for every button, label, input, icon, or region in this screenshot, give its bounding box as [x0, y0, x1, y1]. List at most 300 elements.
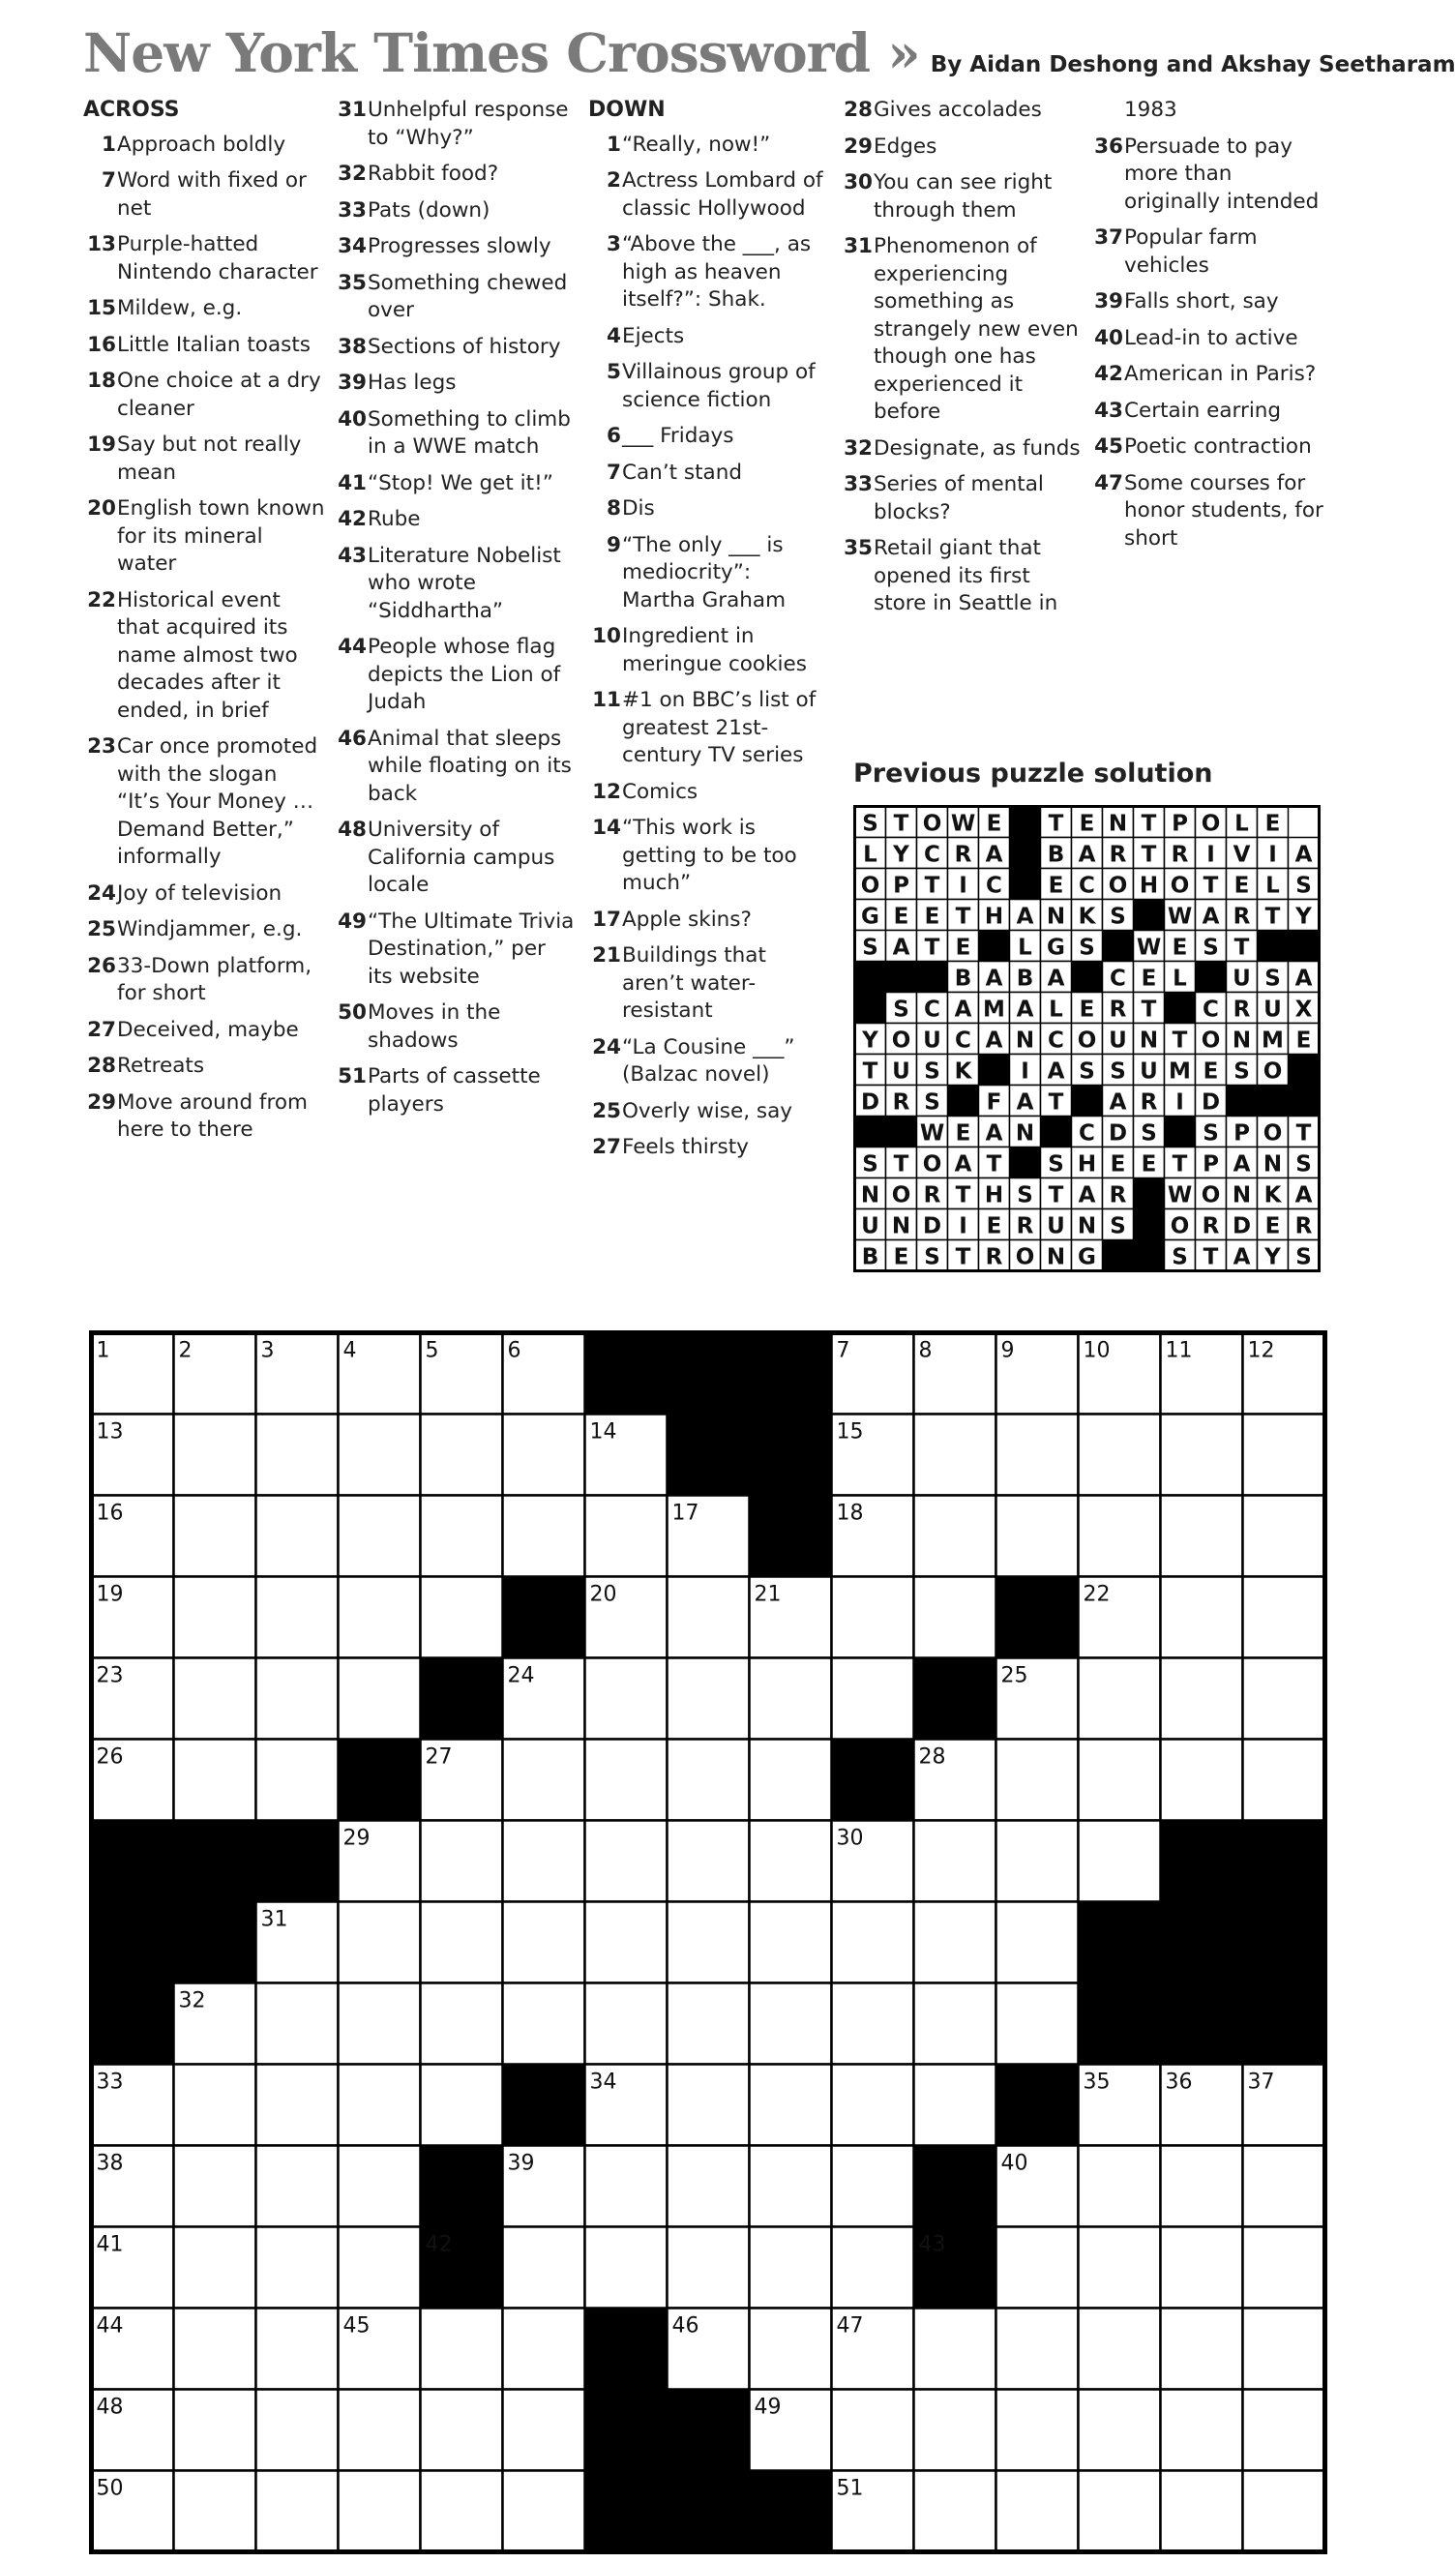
- grid-cell[interactable]: [421, 1983, 503, 2065]
- grid-cell[interactable]: [1079, 1496, 1161, 1577]
- solution-letter: E: [1203, 1058, 1219, 1085]
- solution-block: [1103, 931, 1134, 962]
- grid-cell[interactable]: [1161, 2227, 1243, 2309]
- cell-number: 44: [96, 2313, 124, 2339]
- clue-number: 2: [607, 168, 621, 193]
- clue-text: You can see right through them: [874, 170, 1053, 223]
- grid-cell[interactable]: [339, 1415, 421, 1496]
- cell-number: 3: [260, 1338, 275, 1363]
- grid-cell[interactable]: [1161, 1496, 1243, 1577]
- solution-letter: E: [1141, 1151, 1157, 1177]
- grid-cell[interactable]: [1161, 1740, 1243, 1821]
- grid-cell[interactable]: [503, 1902, 585, 1983]
- grid-cell[interactable]: [1161, 2471, 1243, 2552]
- solution-letter: E: [1110, 1151, 1126, 1177]
- clue-text: Parts of cassette players: [368, 1064, 541, 1117]
- clue-text: Unhelpful response to “Why?”: [368, 98, 569, 150]
- grid-cell[interactable]: [585, 1902, 668, 1983]
- grid-cell[interactable]: [421, 2471, 503, 2552]
- grid-cell[interactable]: [914, 1821, 996, 1902]
- clue-item: [83, 231, 325, 286]
- grid-cell[interactable]: [1079, 1415, 1161, 1496]
- grid-cell[interactable]: [256, 2390, 339, 2471]
- grid-cell[interactable]: [174, 2471, 256, 2552]
- clue-number: 33: [844, 472, 873, 496]
- solution-letter: E: [955, 1120, 971, 1147]
- solution-letter: S: [1203, 935, 1219, 961]
- solution-letter: O: [1015, 1244, 1035, 1270]
- grid-cell[interactable]: [421, 1577, 503, 1658]
- grid-cell[interactable]: [585, 1821, 668, 1902]
- clue-text: Literature Nobelist who wrote “Siddhartha”: [368, 543, 561, 623]
- clue-item: [334, 197, 576, 225]
- grid-cell[interactable]: [914, 2065, 996, 2146]
- clue-text: Historical event that acquired its name almost two decades after it ended, in brief: [117, 587, 298, 723]
- clue-text: Popular farm vehicles: [1124, 225, 1258, 278]
- solution-block: [1134, 1240, 1165, 1271]
- solution-letter: E: [986, 1213, 1002, 1239]
- solution-letter: T: [955, 904, 971, 930]
- grid-cell[interactable]: [503, 1740, 585, 1821]
- clue-text: Say but not really mean: [117, 432, 302, 485]
- grid-cell[interactable]: [339, 1902, 421, 1983]
- clue-number: 27: [592, 1135, 621, 1159]
- solution-letter: E: [1172, 935, 1188, 961]
- solution-block: [886, 1117, 917, 1147]
- clue-number: 30: [844, 170, 873, 194]
- grid-cell[interactable]: [339, 2390, 421, 2471]
- solution-letter: H: [1077, 1151, 1097, 1177]
- solution-letter: O: [891, 1028, 911, 1054]
- solution-letter: P: [1203, 1151, 1219, 1177]
- grid-cell[interactable]: [174, 1658, 256, 1740]
- grid-cell[interactable]: [1079, 2471, 1161, 2552]
- clue-number: 39: [338, 371, 367, 395]
- solution-letter: W: [1167, 904, 1193, 930]
- grid-cell[interactable]: [832, 1658, 914, 1740]
- solution-letter: E: [924, 904, 940, 930]
- clue-number: 17: [592, 907, 621, 932]
- grid-cell[interactable]: [256, 2309, 339, 2390]
- clue-item: [588, 132, 830, 160]
- grid-cell[interactable]: [421, 1821, 503, 1902]
- clue-text: “Above the ___, as high as heaven itself?”: Shak.: [622, 232, 812, 312]
- grid-cell[interactable]: [421, 2065, 503, 2146]
- grid-cell[interactable]: [914, 1902, 996, 1983]
- solution-letter: S: [1079, 935, 1095, 961]
- solution-letter: B: [1047, 842, 1065, 868]
- clue-text: Little Italian toasts: [117, 332, 311, 357]
- solution-letter: U: [923, 1028, 941, 1054]
- grid-cell[interactable]: [503, 1983, 585, 2065]
- grid-cell[interactable]: [339, 1577, 421, 1658]
- grid-cell[interactable]: [1161, 1658, 1243, 1740]
- grid-cell[interactable]: [421, 1902, 503, 1983]
- grid-cell[interactable]: [256, 1496, 339, 1577]
- clue-number: 36: [1094, 134, 1123, 159]
- solution-block: [1041, 1117, 1072, 1147]
- clue-item: [840, 435, 1082, 463]
- crossword-grid[interactable]: [89, 1330, 1328, 2555]
- grid-cell[interactable]: [996, 1496, 1079, 1577]
- grid-cell[interactable]: [750, 2227, 832, 2309]
- cell-number: 15: [836, 1419, 864, 1445]
- grid-cell[interactable]: [503, 2471, 585, 2552]
- grid-cell[interactable]: [1079, 1821, 1161, 1902]
- grid-cell[interactable]: [914, 1983, 996, 2065]
- cell-number: 49: [754, 2395, 782, 2420]
- solution-block: [1289, 1086, 1320, 1117]
- clue-number: 27: [87, 1017, 116, 1042]
- grid-cell[interactable]: [421, 2390, 503, 2471]
- grid-cell[interactable]: [1161, 2146, 1243, 2227]
- solution-letter: S: [1110, 904, 1126, 930]
- grid-cell[interactable]: [339, 2227, 421, 2309]
- solution-letter: E: [893, 1244, 909, 1270]
- clue-number: 14: [592, 816, 621, 840]
- clue-number: 7: [607, 460, 621, 485]
- clue-item: [588, 532, 830, 615]
- cell-number: 34: [589, 2070, 617, 2095]
- solution-block: [1134, 1178, 1165, 1209]
- grid-cell[interactable]: [256, 1577, 339, 1658]
- grid-cell[interactable]: [1243, 1496, 1325, 1577]
- grid-cell[interactable]: [256, 1415, 339, 1496]
- grid-cell[interactable]: [503, 1821, 585, 1902]
- clue-number: 31: [338, 98, 367, 122]
- black-square: [668, 1415, 750, 1496]
- grid-cell[interactable]: [750, 1658, 832, 1740]
- clue-number: 41: [338, 470, 367, 495]
- grid-cell[interactable]: [1243, 2146, 1325, 2227]
- grid-cell[interactable]: [914, 1415, 996, 1496]
- grid-cell[interactable]: [668, 1902, 750, 1983]
- grid-cell[interactable]: [503, 1415, 585, 1496]
- grid-cell[interactable]: [585, 1740, 668, 1821]
- solution-letter: O: [891, 1182, 911, 1208]
- solution-letter: C: [1048, 1028, 1064, 1054]
- grid-cell[interactable]: [421, 1415, 503, 1496]
- solution-letter: W: [919, 1120, 945, 1147]
- clue-item: [588, 231, 830, 314]
- grid-cell[interactable]: [339, 2065, 421, 2146]
- grid-cell[interactable]: [339, 1658, 421, 1740]
- grid-cell[interactable]: [996, 1821, 1079, 1902]
- clue-number: 12: [592, 779, 621, 804]
- grid-cell[interactable]: [1243, 2309, 1325, 2390]
- grid-cell[interactable]: [256, 2471, 339, 2552]
- grid-cell[interactable]: [1243, 1658, 1325, 1740]
- solution-letter: W: [1167, 1182, 1193, 1208]
- grid-cell[interactable]: [585, 2146, 668, 2227]
- grid-cell[interactable]: [832, 1983, 914, 2065]
- clue-text: 33-Down platform, for short: [117, 953, 312, 1005]
- cell-number: 51: [836, 2476, 864, 2501]
- black-square: [750, 1415, 832, 1496]
- grid-cell[interactable]: [1079, 2309, 1161, 2390]
- grid-cell[interactable]: [668, 1658, 750, 1740]
- grid-cell[interactable]: [1161, 1415, 1243, 1496]
- clue-text: Mildew, e.g.: [117, 296, 243, 320]
- solution-letter: T: [1141, 997, 1157, 1023]
- grid-cell[interactable]: [668, 1740, 750, 1821]
- solution-block: [1103, 1240, 1134, 1271]
- down-clue-list-continued: [840, 97, 1082, 618]
- solution-block: [1165, 993, 1196, 1024]
- solution-letter: P: [893, 873, 909, 899]
- grid-cell[interactable]: [503, 2309, 585, 2390]
- grid-cell[interactable]: [1243, 1577, 1325, 1658]
- grid-cell[interactable]: [174, 2146, 256, 2227]
- grid-cell[interactable]: [256, 2227, 339, 2309]
- solution-block: [1010, 838, 1041, 869]
- grid-cell[interactable]: [832, 2227, 914, 2309]
- clue-text: Edges: [874, 134, 937, 159]
- solution-letter: Y: [1295, 904, 1312, 930]
- clue-number: 45: [1094, 434, 1123, 459]
- grid-cell[interactable]: [1079, 1740, 1161, 1821]
- grid-cell[interactable]: [750, 1740, 832, 1821]
- clue-number: 22: [87, 587, 116, 612]
- grid-cell[interactable]: [503, 2227, 585, 2309]
- grid-cell[interactable]: [339, 2471, 421, 2552]
- grid-cell[interactable]: [668, 1577, 750, 1658]
- grid-cell[interactable]: [996, 2309, 1079, 2390]
- grid-cell[interactable]: [503, 2390, 585, 2471]
- grid-cell[interactable]: [1243, 2471, 1325, 2552]
- solution-block: [979, 1055, 1010, 1086]
- grid-cell[interactable]: [1079, 2146, 1161, 2227]
- clue-text: Overly wise, say: [622, 1098, 792, 1123]
- solution-letter: T: [955, 1182, 971, 1208]
- clue-text: Pats (down): [368, 197, 490, 223]
- grid-cell[interactable]: [256, 2065, 339, 2146]
- clue-text: Certain earring: [1124, 398, 1282, 423]
- clue-number: 32: [338, 162, 367, 186]
- grid-cell[interactable]: [668, 2146, 750, 2227]
- solution-letter: L: [1265, 873, 1280, 899]
- grid-cell[interactable]: [256, 1658, 339, 1740]
- solution-letter: T: [1048, 1089, 1064, 1116]
- grid-cell[interactable]: [174, 2065, 256, 2146]
- grid-cell[interactable]: [1079, 2390, 1161, 2471]
- solution-letter: S: [1017, 1182, 1033, 1208]
- grid-cell[interactable]: [256, 1740, 339, 1821]
- grid-cell[interactable]: [668, 2065, 750, 2146]
- grid-cell[interactable]: [585, 2227, 668, 2309]
- grid-cell[interactable]: [174, 2390, 256, 2471]
- clue-text: American in Paris?: [1124, 362, 1317, 386]
- grid-cell[interactable]: [750, 2065, 832, 2146]
- clue-number: 32: [844, 435, 873, 461]
- grid-cell[interactable]: [1161, 1577, 1243, 1658]
- grid-cell[interactable]: [256, 1983, 339, 2065]
- clue-number: 51: [338, 1064, 367, 1088]
- solution-letter: I: [1268, 842, 1277, 868]
- clue-number: 34: [338, 234, 367, 258]
- solution-letter: R: [1202, 1213, 1220, 1239]
- solution-letter: T: [986, 1151, 1002, 1177]
- grid-cell[interactable]: [174, 1415, 256, 1496]
- grid-cell[interactable]: [174, 1496, 256, 1577]
- clue-text: “This work is getting to be too much”: [622, 816, 797, 895]
- black-square: [832, 1740, 914, 1821]
- grid-cell[interactable]: [1079, 1658, 1161, 1740]
- solution-letter: A: [1233, 1151, 1251, 1177]
- clue-text: Retreats: [117, 1054, 205, 1078]
- grid-cell[interactable]: [1161, 2390, 1243, 2471]
- solution-letter: A: [1078, 842, 1096, 868]
- grid-cell[interactable]: [174, 2227, 256, 2309]
- grid-cell[interactable]: [750, 2146, 832, 2227]
- black-square: [174, 1821, 256, 1902]
- grid-cell[interactable]: [832, 2390, 914, 2471]
- grid-cell[interactable]: [339, 1496, 421, 1577]
- grid-cell[interactable]: [339, 2146, 421, 2227]
- grid-cell[interactable]: [750, 1983, 832, 2065]
- solution-letter: R: [1016, 1213, 1034, 1239]
- solution-block: [1134, 1209, 1165, 1240]
- black-square: [585, 1333, 668, 1415]
- grid-cell[interactable]: [996, 2471, 1079, 2552]
- cell-number: 17: [671, 1501, 699, 1526]
- grid-cell[interactable]: [174, 1577, 256, 1658]
- solution-letter: T: [893, 811, 909, 837]
- cell-number: 45: [342, 2313, 371, 2339]
- grid-cell[interactable]: [421, 2309, 503, 2390]
- black-square: [750, 1496, 832, 1577]
- cell-number: 31: [260, 1907, 288, 1932]
- grid-cell[interactable]: [1161, 2309, 1243, 2390]
- solution-letter: I: [1021, 1058, 1029, 1085]
- black-square: [174, 1902, 256, 1983]
- grid-cell[interactable]: [996, 1740, 1079, 1821]
- grid-cell[interactable]: [585, 1658, 668, 1740]
- solution-letter: O: [1077, 1028, 1097, 1054]
- grid-cell[interactable]: [1243, 1740, 1325, 1821]
- solution-letter: O: [922, 811, 942, 837]
- clue-number: 16: [87, 332, 116, 357]
- black-square: [256, 1821, 339, 1902]
- grid-cell[interactable]: [339, 1983, 421, 2065]
- solution-letter: S: [1110, 1213, 1126, 1239]
- clue-number: 15: [87, 296, 116, 320]
- grid-cell[interactable]: [996, 2227, 1079, 2309]
- grid-cell[interactable]: [996, 1415, 1079, 1496]
- clue-text: Joy of television: [117, 880, 282, 906]
- solution-letter: Y: [862, 1028, 878, 1054]
- solution-letter: L: [1234, 811, 1249, 837]
- grid-cell[interactable]: [256, 2146, 339, 2227]
- solution-letter: U: [1233, 966, 1251, 992]
- grid-cell[interactable]: [750, 2309, 832, 2390]
- clue-text: Phenomenon of experiencing something as strangely new even though one has experienced it before: [874, 234, 1079, 424]
- grid-cell[interactable]: [914, 2471, 996, 2552]
- grid-cell[interactable]: [832, 1902, 914, 1983]
- grid-cell[interactable]: [585, 1496, 668, 1577]
- cell-number: 48: [96, 2395, 124, 2420]
- cell-number: 13: [96, 1419, 124, 1445]
- grid-cell[interactable]: [914, 1577, 996, 1658]
- grid-cell[interactable]: [996, 2390, 1079, 2471]
- grid-cell[interactable]: [1243, 1415, 1325, 1496]
- clue-text: Ingredient in meringue cookies: [622, 624, 807, 676]
- grid-cell[interactable]: [832, 1577, 914, 1658]
- cell-number: 35: [1083, 2070, 1111, 2095]
- grid-cell[interactable]: [996, 1983, 1079, 2065]
- grid-cell[interactable]: [914, 2309, 996, 2390]
- clue-text: Approach boldly: [117, 132, 286, 157]
- clue-text: Has legs: [368, 371, 457, 395]
- black-square: [996, 2065, 1079, 2146]
- previous-solution-title: Previous puzzle solution: [853, 759, 1213, 789]
- solution-block: [1072, 1086, 1103, 1117]
- grid-cell[interactable]: [585, 1983, 668, 2065]
- clue-text: Purple-hatted Nintendo character: [117, 232, 318, 284]
- clue-number: 42: [1094, 362, 1123, 386]
- grid-cell[interactable]: [996, 1902, 1079, 1983]
- clue-number: 4: [607, 323, 621, 348]
- grid-cell[interactable]: [914, 1496, 996, 1577]
- clue-item: [1090, 325, 1332, 353]
- solution-letter: O: [1201, 811, 1221, 837]
- solution-letter: C: [1079, 1120, 1095, 1147]
- clue-item: [83, 295, 325, 323]
- solution-letter: U: [861, 1213, 879, 1239]
- solution-letter: I: [959, 1213, 967, 1239]
- solution-letter: N: [891, 1213, 911, 1239]
- black-square: [585, 2390, 668, 2471]
- solution-letter: C: [924, 997, 940, 1023]
- clue-number: 1: [102, 132, 116, 157]
- solution-letter: T: [1048, 811, 1064, 837]
- grid-cell[interactable]: [750, 1821, 832, 1902]
- clue-text: Falls short, say: [1124, 289, 1279, 313]
- clue-text: Word with fixed or net: [117, 168, 307, 221]
- solution-letter: K: [954, 1058, 972, 1085]
- grid-cell[interactable]: [668, 1983, 750, 2065]
- solution-letter: S: [924, 1244, 940, 1270]
- grid-cell[interactable]: [914, 2390, 996, 2471]
- clue-number: 1: [607, 132, 621, 157]
- grid-cell[interactable]: [668, 2227, 750, 2309]
- solution-letter: E: [1141, 966, 1157, 992]
- solution-letter: I: [959, 873, 967, 899]
- solution-letter: T: [955, 1244, 971, 1270]
- grid-cell[interactable]: [832, 2065, 914, 2146]
- grid-cell[interactable]: [503, 1496, 585, 1577]
- clue-item: [83, 916, 325, 944]
- solution-letter: N: [1108, 811, 1128, 837]
- grid-cell[interactable]: [1243, 2390, 1325, 2471]
- grid-cell[interactable]: [1079, 2227, 1161, 2309]
- clue-item: [83, 368, 325, 423]
- grid-cell[interactable]: [1243, 2227, 1325, 2309]
- grid-cell[interactable]: [174, 1740, 256, 1821]
- solution-letter: O: [1201, 1182, 1221, 1208]
- grid-cell[interactable]: [750, 1902, 832, 1983]
- clue-item: [334, 999, 576, 1055]
- grid-cell[interactable]: [421, 1496, 503, 1577]
- grid-cell[interactable]: [174, 2309, 256, 2390]
- cell-number: 32: [178, 1988, 206, 2013]
- solution-letter: E: [893, 904, 909, 930]
- cell-number: 4: [342, 1338, 357, 1363]
- grid-cell[interactable]: [832, 2146, 914, 2227]
- grid-cell[interactable]: [668, 1821, 750, 1902]
- black-square: [339, 1740, 421, 1821]
- solution-letter: R: [892, 1089, 910, 1116]
